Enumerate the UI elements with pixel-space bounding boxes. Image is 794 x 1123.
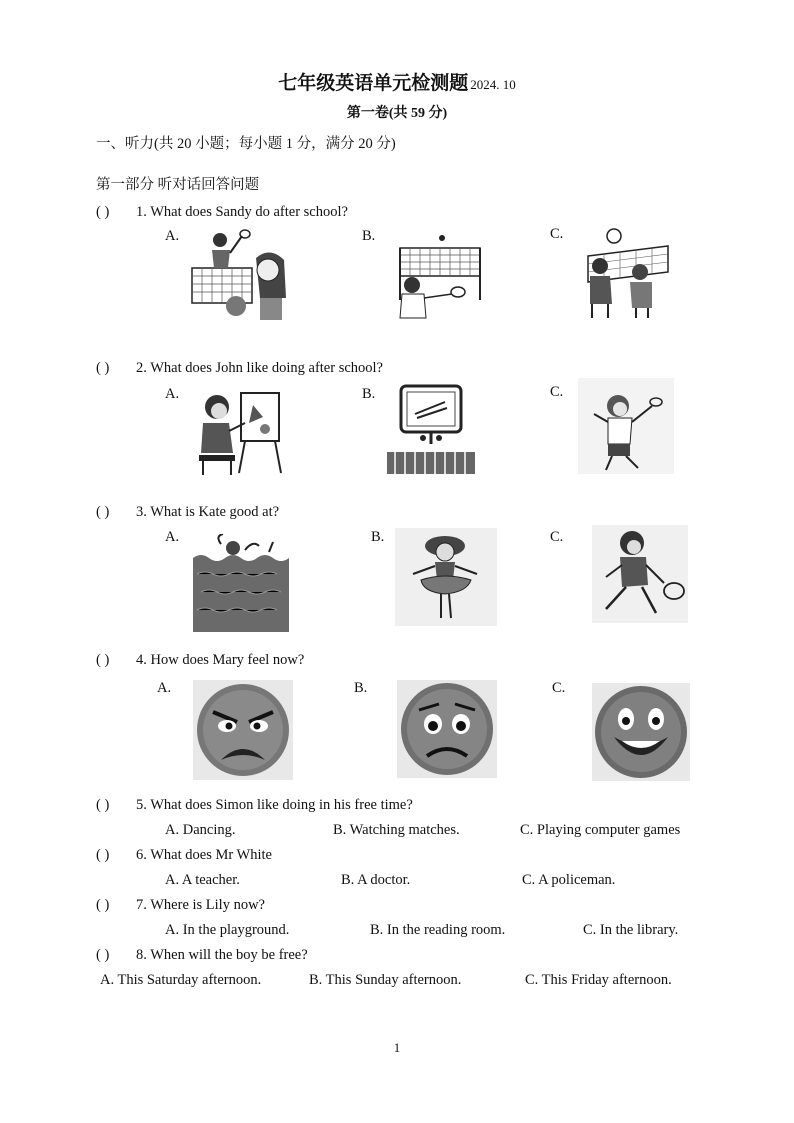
option-a: A. This Saturday afternoon. <box>100 972 262 988</box>
option-letter: A. <box>157 680 172 696</box>
girl-playing-tennis-picture <box>592 525 688 623</box>
option-c: C. In the library. <box>583 922 679 938</box>
option-letter: C. <box>550 226 564 242</box>
option-letter: B. <box>362 386 376 402</box>
television-set-picture <box>383 380 478 476</box>
question-text: 4. How does Mary feel now? <box>136 652 305 668</box>
option-letter: B. <box>354 680 368 696</box>
option-letter: C. <box>550 529 564 545</box>
option-b: B. This Sunday afternoon. <box>309 972 462 988</box>
question-text: 8. When will the boy be free? <box>136 947 308 963</box>
option-letter: B. <box>362 228 376 244</box>
option-letter: A. <box>165 228 180 244</box>
page-subtitle: 第一卷(共 59 分) <box>346 106 448 121</box>
swimmer-in-water-picture <box>193 534 289 632</box>
option-letter: C. <box>552 680 566 696</box>
option-b: B. A doctor. <box>341 872 411 888</box>
option-a: A. A teacher. <box>165 872 240 888</box>
option-b: B. In the reading room. <box>370 922 506 938</box>
page-number: 1 <box>393 1040 401 1055</box>
question-4 <box>96 652 304 669</box>
option-c: C. Playing computer games <box>520 822 681 838</box>
happy-face-picture <box>592 683 690 781</box>
angry-face-picture <box>193 680 293 780</box>
page-title <box>0 68 794 95</box>
question-text: 5. What does Simon like doing in his free time? <box>136 797 413 813</box>
answer-blank[interactable]: ( ) <box>96 360 110 376</box>
question-text: 2. What does John like doing after school? <box>136 360 383 376</box>
option-letter: A. <box>165 529 180 545</box>
girl-dancing-picture <box>395 528 497 626</box>
question-5 <box>96 797 413 814</box>
section-heading: 一、听力(共 20 小题；每小题 1 分，满分 20 分) <box>96 136 396 152</box>
option-b: B. Watching matches. <box>333 822 460 838</box>
question-text: 3. What is Kate good at? <box>136 504 280 520</box>
title-text: 七年级英语单元检测题 <box>278 73 469 94</box>
option-c: C. This Friday afternoon. <box>525 972 672 988</box>
exam-date: 2024. 10 <box>470 77 516 92</box>
answer-blank[interactable]: ( ) <box>96 947 110 963</box>
question-1 <box>96 204 348 221</box>
question-2 <box>96 360 383 377</box>
option-a: A. Dancing. <box>165 822 236 838</box>
question-8 <box>96 947 308 964</box>
answer-blank[interactable]: ( ) <box>96 897 110 913</box>
option-c: C. A policeman. <box>522 872 616 888</box>
question-7 <box>96 897 265 914</box>
answer-blank[interactable]: ( ) <box>96 797 110 813</box>
question-6 <box>96 847 272 864</box>
answer-blank[interactable]: ( ) <box>96 847 110 863</box>
girls-playing-tennis-at-net-picture <box>190 228 290 323</box>
sad-face-picture <box>397 680 497 778</box>
answer-blank[interactable]: ( ) <box>96 652 110 668</box>
question-3 <box>96 504 279 521</box>
question-text: 1. What does Sandy do after school? <box>136 204 348 220</box>
girl-with-badminton-racket-picture <box>382 230 492 325</box>
answer-blank[interactable]: ( ) <box>96 504 110 520</box>
question-text: 6. What does Mr White <box>136 847 272 863</box>
answer-blank[interactable]: ( ) <box>96 204 110 220</box>
girls-playing-volleyball-picture <box>578 226 674 321</box>
question-text: 7. Where is Lily now? <box>136 897 265 913</box>
option-letter: A. <box>165 386 180 402</box>
part-heading: 第一部分 听对话回答问题 <box>96 177 260 193</box>
option-a: A. In the playground. <box>165 922 290 938</box>
option-letter: C. <box>550 384 564 400</box>
option-letter: B. <box>371 529 385 545</box>
boy-playing-badminton-picture <box>578 378 674 474</box>
boy-painting-at-easel-picture <box>193 383 288 478</box>
